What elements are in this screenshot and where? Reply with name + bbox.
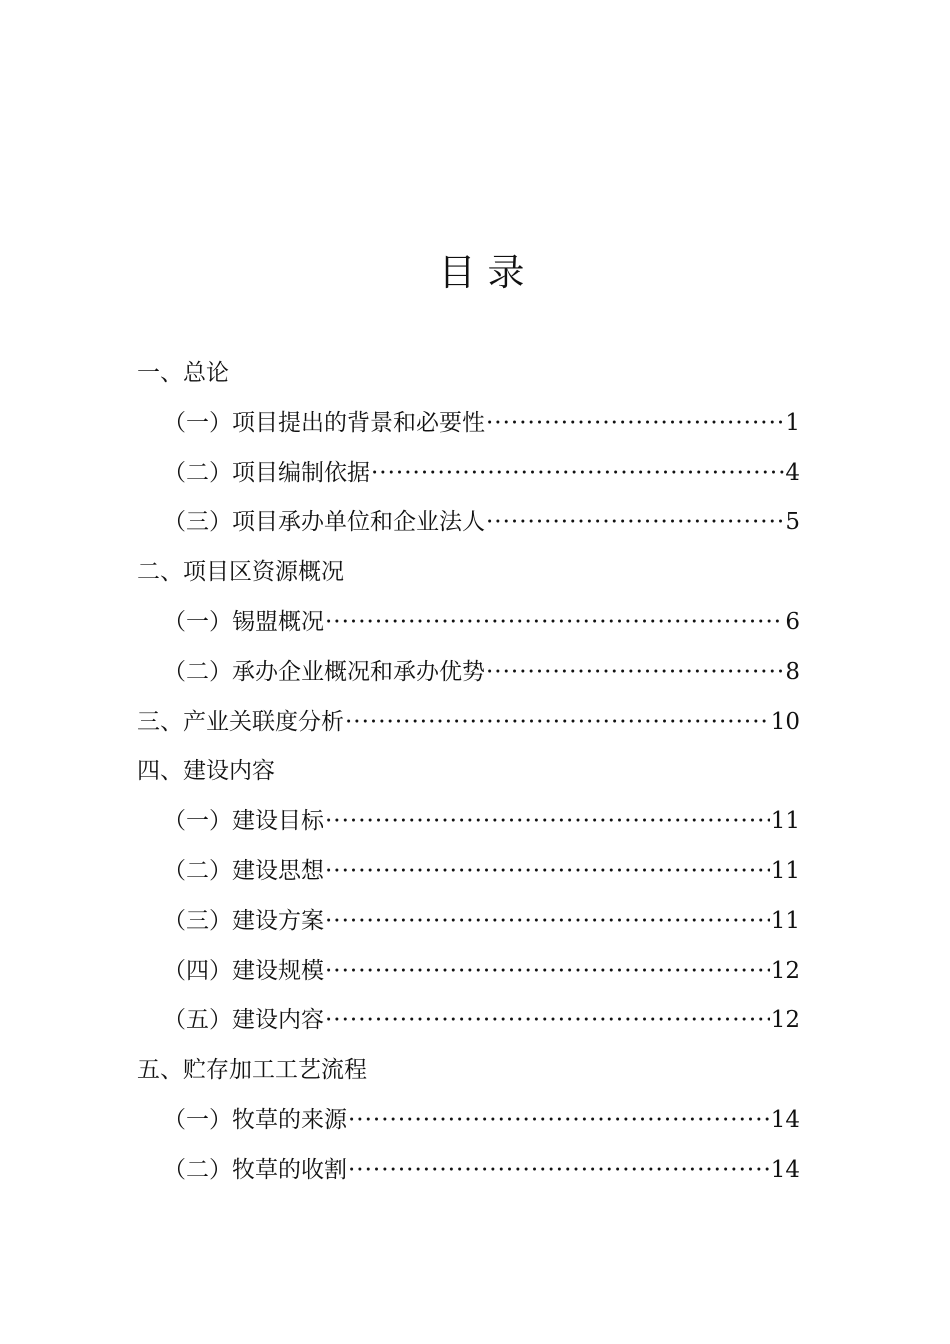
toc-entry-page-number: 12 [770, 957, 800, 984]
toc-dot-leader [325, 597, 784, 647]
toc-entry-page-number: 14 [770, 1156, 800, 1183]
toc-entry-label: （二）牧草的收割 [163, 1156, 347, 1183]
toc-entry-label: 五、贮存加工工艺流程 [137, 1057, 367, 1084]
toc-entry-page-number: 11 [770, 808, 800, 835]
toc-entry [137, 547, 800, 597]
toc-entry[interactable] [163, 597, 800, 647]
toc-entry [137, 348, 800, 398]
toc-entry-label: （二）项目编制依据 [163, 459, 370, 486]
toc-entry [137, 1045, 800, 1095]
toc-entry[interactable] [163, 647, 800, 697]
toc-dot-leader [325, 796, 770, 846]
toc-entry[interactable] [163, 796, 800, 846]
toc-title: 目录 [438, 251, 537, 294]
toc-entry-label: （一）牧草的来源 [163, 1107, 347, 1133]
toc-entry-label: （一）锡盟概况 [163, 609, 324, 635]
toc-dot-leader [325, 846, 770, 896]
toc-entry-page-number: 6 [785, 609, 800, 635]
toc-entry-page-number: 1 [785, 409, 800, 436]
toc-entry-label: 三、产业关联度分析 [137, 708, 344, 735]
toc-entry[interactable] [163, 896, 800, 946]
toc-entry-page-number: 5 [785, 509, 800, 536]
toc-entry-label: （四）建设规模 [163, 957, 324, 984]
toc-entry[interactable] [163, 1145, 800, 1195]
toc-entry-page-number: 10 [770, 708, 800, 735]
toc-entry-page-number: 4 [785, 459, 800, 486]
toc-entry[interactable] [137, 697, 800, 747]
toc-entry [137, 746, 800, 796]
toc-dot-leader [325, 995, 770, 1045]
toc-entry[interactable] [163, 846, 800, 896]
toc-entry[interactable] [163, 398, 800, 448]
toc-entry[interactable] [163, 946, 800, 996]
toc-dot-leader [371, 448, 784, 498]
toc-entry-label: （一）项目提出的背景和必要性 [163, 409, 485, 436]
toc-dot-leader [486, 398, 784, 448]
toc-entry-label: （三）项目承办单位和企业法人 [163, 509, 485, 536]
toc-entry-label: （三）建设方案 [163, 907, 324, 934]
toc-entry-page-number: 12 [770, 1007, 800, 1034]
toc-entry[interactable] [163, 995, 800, 1045]
toc-dot-leader [486, 497, 784, 547]
toc-entry-page-number: 8 [785, 658, 800, 685]
toc-dot-leader [325, 946, 770, 996]
toc-entry[interactable] [163, 448, 800, 498]
toc-entry-label: （一）建设目标 [163, 808, 324, 835]
toc-dot-leader [348, 1095, 770, 1145]
toc-entry[interactable] [163, 1095, 800, 1145]
toc-entry-page-number: 14 [770, 1107, 800, 1133]
toc-dot-leader [486, 647, 784, 697]
toc-entry-label: 二、项目区资源概况 [137, 559, 344, 586]
toc-entry-page-number: 11 [770, 858, 800, 884]
toc-entry-label: （五）建设内容 [163, 1007, 324, 1034]
toc-entry-label: 一、总论 [137, 360, 229, 386]
toc-dot-leader [348, 1145, 770, 1195]
toc-entry-label: （二）建设思想 [163, 858, 324, 884]
toc-entry-label: 四、建设内容 [137, 758, 275, 785]
toc-entry-page-number: 11 [770, 907, 800, 934]
toc-entry-label: （二）承办企业概况和承办优势 [163, 658, 485, 685]
toc-dot-leader [345, 697, 770, 747]
toc-entry[interactable] [163, 497, 800, 547]
toc-dot-leader [325, 896, 770, 946]
